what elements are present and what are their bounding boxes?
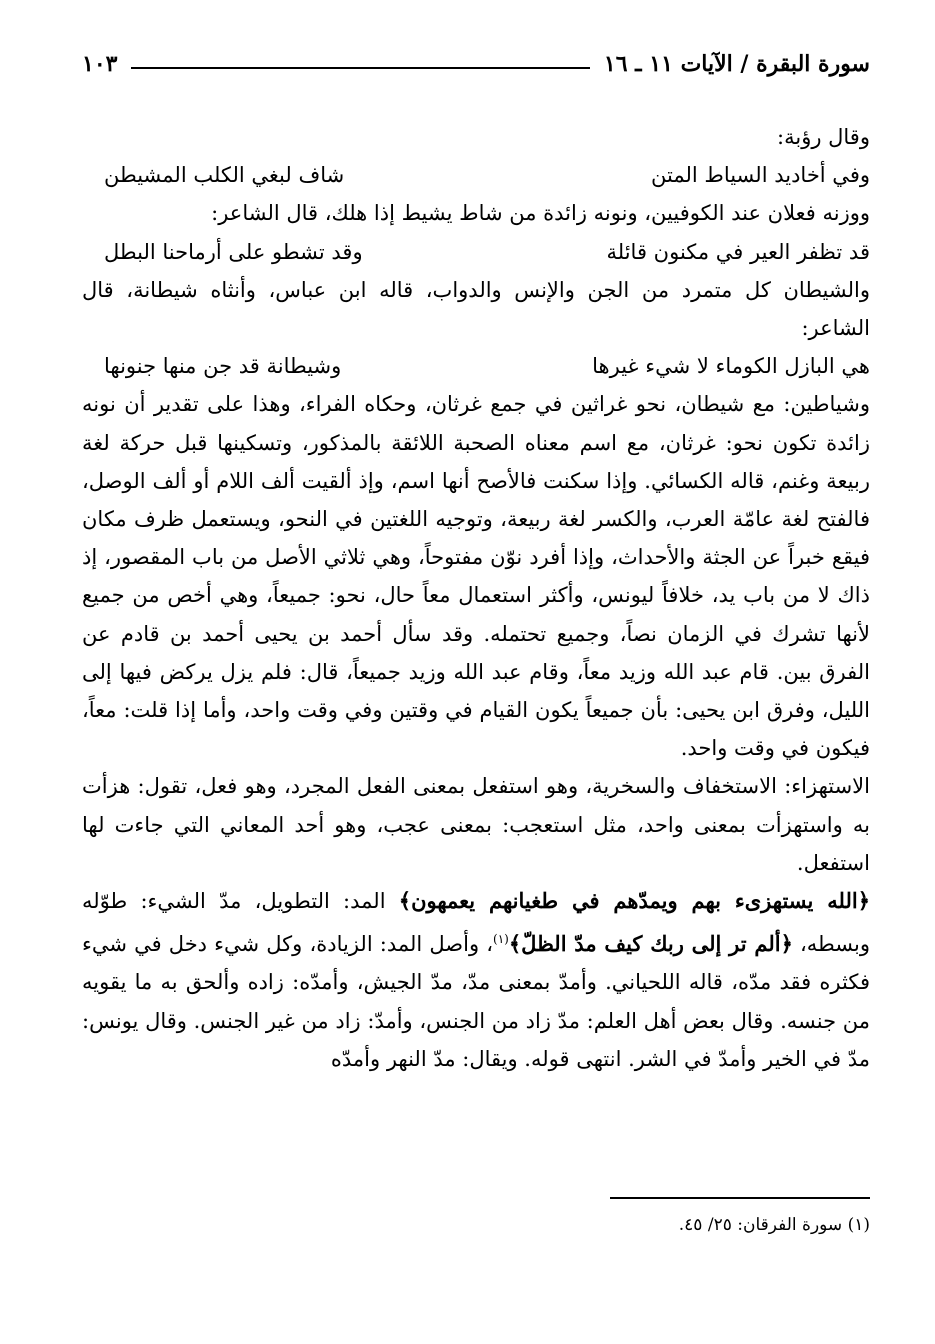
page-number: ١٠٣ (82, 51, 118, 77)
verse-2-first-hemistich: قد تظفر العير في مكنون قائلة (606, 239, 870, 264)
main-text (82, 118, 870, 1078)
paragraph-5-part-b: ، وأصل المد: الزيادة، وكل شيء دخل في شيء فكثره فقد مدّه، قاله اللحياني. وأمدّ بمعنى مدّ، مدّ الجيش، وأمدّه: زاده وألحق به ما يقويه من جنسه. وقال بعض أهل العلم: مدّ زاد من الجنس، وأمدّ: زاد من غير الجنس. وقال يونس: مدّ في الخير وأمدّ في الشر. انتهى قوله. ويقال: مدّ النهر وأمدّه (82, 932, 870, 1071)
verse-1-second-hemistich: شاف لبغي الكلب المشيطن (104, 163, 345, 188)
paragraph-5 (82, 882, 870, 1078)
header-rule (131, 67, 589, 69)
verse-1-first-hemistich: وفي أخاديد السياط المتن (651, 163, 870, 188)
paragraph-1: ووزنه فعلان عند الكوفيين، ونونه زائدة من شاط يشيط إذا هلك، قال الشاعر: (211, 201, 870, 226)
running-header (82, 46, 870, 82)
verse-3-second-hemistich: وشيطانة قد جن منها جنونها (104, 354, 342, 379)
verse-2 (82, 233, 870, 271)
footnote-marker: (١) (493, 932, 509, 947)
quran-quote-1: ﴿الله يستهزىء بهم ويمدّهم في طغيانهم يعمهون﴾ (398, 888, 870, 914)
footnote-separator (610, 1197, 870, 1199)
verse-1 (82, 156, 870, 194)
paragraph-3: وشياطين: مع شيطان، نحو غراثين في جمع غرثان، وحكاه الفراء، وهذا على تقدير أن نونه زائدة تكون نحو: غرثان، مع اسم معناه الصحبة اللائقة بالمذكور، وتسكينها قبل حركة لغة ربيعة وغنم، قاله الكسائي. وإذا سكنت فالأصح أنها اسم، وإذ ألقيت ألف اللام أو ألف الوصل، فالفتح لغة عامّة العرب، والكسر لغة ربيعة، وتوجيه اللغتين في النحو، ويستعمل ظرف مكان فيقع خبراً عن الجثة والأحداث، وإذا أفرد نوّن مفتوحاً، وهي ثلاثي الأصل من باب المقصور، إذ ذاك لا من باب يد، خلافاً ليونس، وأكثر استعمال معاً حال، نحو: جميعاً، وهي أخص من جميع لأنها تشرك في الزمان نصاً، وجميع تحتمله. وقد سأل أحمد بن يحيى أحمد بن قادم عن الفرق بين. قام عبد الله وزيد معاً، وقام عبد الله وزيد جميعاً، قال: فلم يزل يركض فيها إلى الليل، وفرق ابن يحيى: بأن جميعاً يكون القيام في وقتين وفي وقت واحد، وأما إذا قلت: معاً، فيكون في وقت واحد. (82, 392, 870, 761)
header-title: سورة البقرة / الآيات ١١ ـ ١٦ (603, 51, 870, 77)
verse-2-second-hemistich: وقد تشطو على أرماحنا البطل (104, 239, 363, 264)
verse-3-first-hemistich: هي البازل الكوماء لا شيء غيرها (592, 354, 870, 379)
paragraph-5-part-a: المد: التطويل، مدّ الشيء: طوّله وبسطه، (82, 889, 870, 957)
footnote: (١) سورة الفرقان: ٢٥/ ٤٥. (678, 1215, 870, 1235)
paragraph-2: والشيطان كل متمرد من الجن والإنس والدواب، قاله ابن عباس، وأنثاه شيطانة، قال الشاعر: (82, 277, 870, 341)
quran-quote-2: ﴿ألم تر إلى ربك كيف مدّ الظلّ﴾ (508, 931, 793, 957)
verse-3 (82, 347, 870, 385)
intro-ruba: وقال رؤبة: (777, 125, 870, 149)
paragraph-4: الاستهزاء: الاستخفاف والسخرية، وهو استفعل بمعنى الفعل المجرد، وهو فعل، تقول: هزأت به واستهزأت بمعنى واحد، مثل استعجب: بمعنى عجب، وهو أحد المعاني التي جاءت لها استفعل. (82, 774, 870, 875)
